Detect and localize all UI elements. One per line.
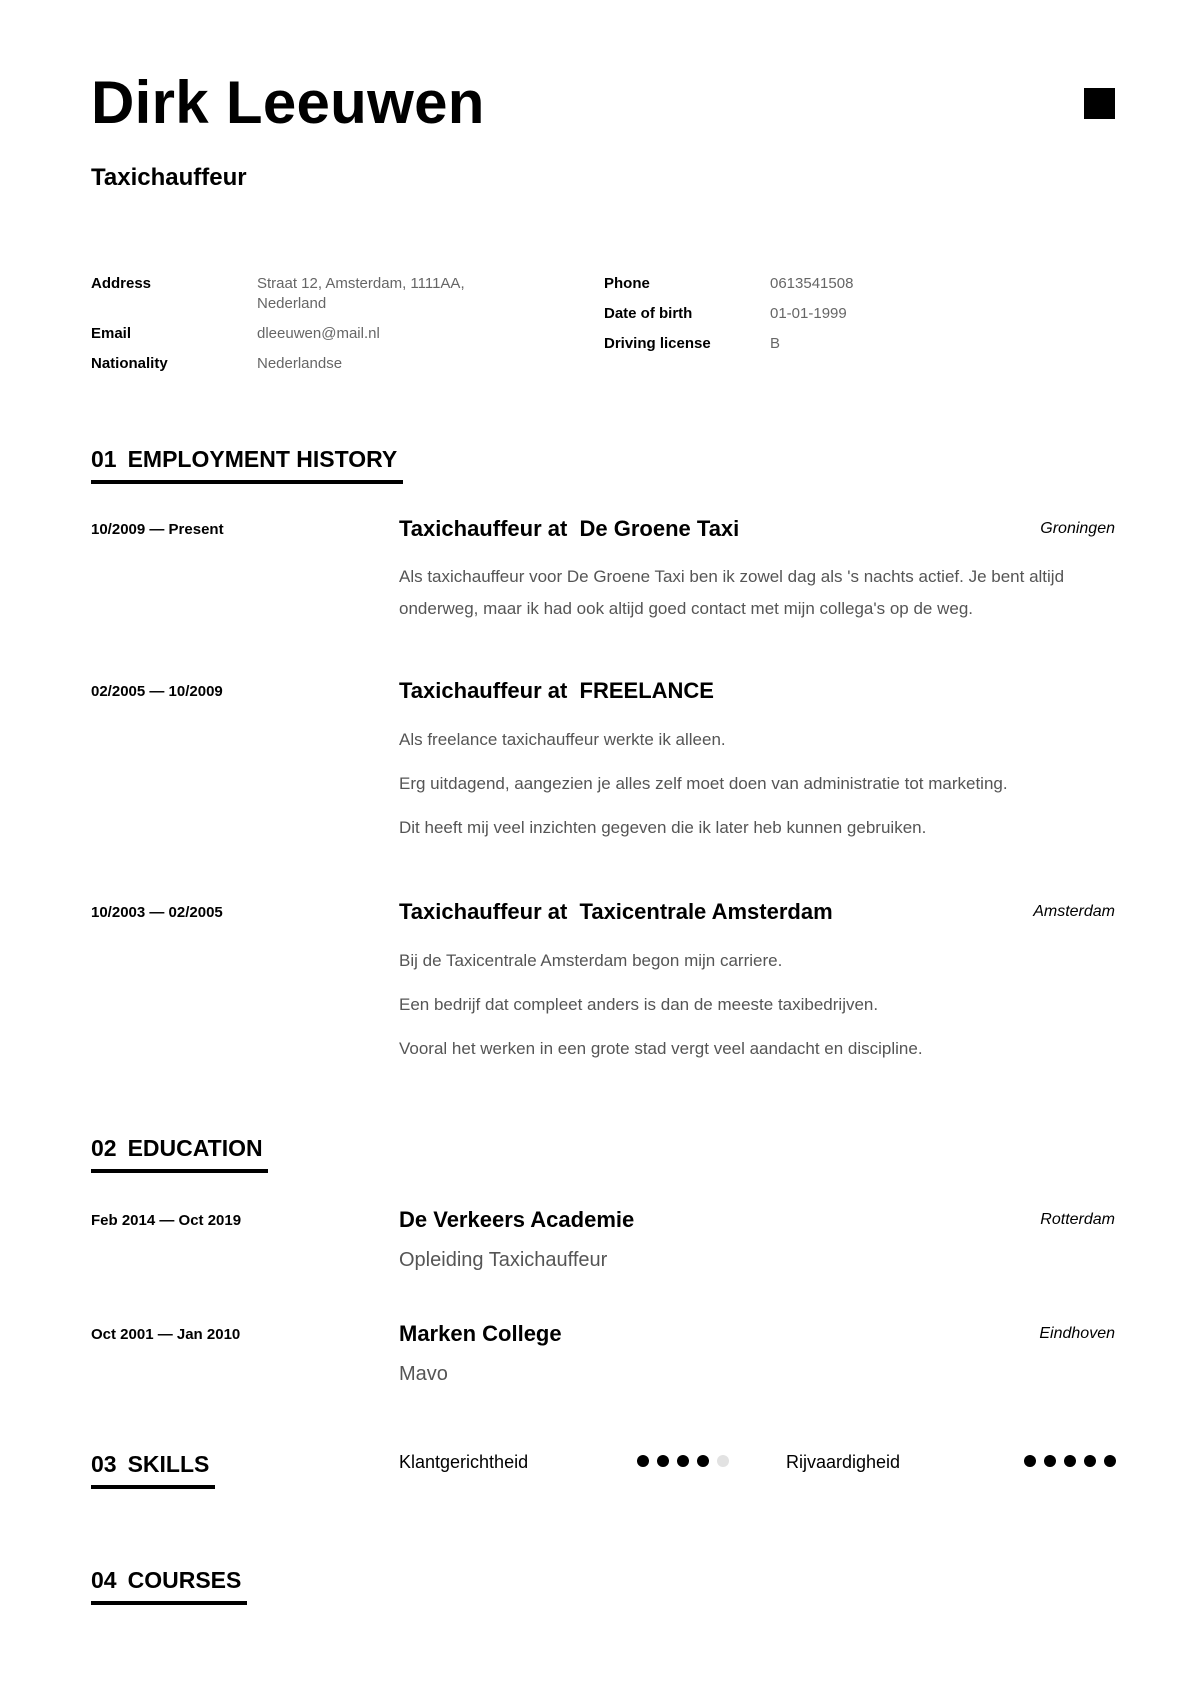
education-city: Eindhoven (1039, 1325, 1115, 1342)
courses-heading (91, 1565, 241, 1595)
employment-title: Taxichauffeur at FREELANCE (399, 678, 714, 703)
rating-dot-filled (1104, 1455, 1116, 1467)
education-dates: Feb 2014 — Oct 2019 (91, 1212, 242, 1229)
courses-number: 04 (91, 1567, 117, 1593)
description-line: Dit heeft mij veel inzichten gegeven die ik later heb kunnen gebruiken. (399, 818, 927, 837)
education-heading (91, 1133, 263, 1163)
nationality-label: Nationality (91, 355, 168, 372)
education-city: Rotterdam (1040, 1211, 1115, 1228)
employment-description (399, 561, 1099, 625)
employment-city: Amsterdam (1033, 903, 1115, 920)
education-degree: Opleiding Taxichauffeur (399, 1249, 608, 1271)
employment-number: 01 (91, 446, 117, 472)
courses-title: COURSES (127, 1567, 242, 1593)
rating-dot-filled (677, 1455, 689, 1467)
employment-title: Taxichauffeur at De Groene Taxi (399, 516, 740, 541)
rating-dot-empty (717, 1455, 729, 1467)
description-line: Erg uitdagend, aangezien je alles zelf moet doen van administratie tot marketing. (399, 774, 1008, 793)
email-label: Email (91, 325, 132, 342)
skills-title: SKILLS (127, 1451, 210, 1477)
employment-title: Taxichauffeur at Taxicentrale Amsterdam (399, 899, 833, 924)
job-title: Taxichauffeur (91, 164, 247, 191)
employment-description (399, 945, 1099, 1065)
description-line: Een bedrijf dat compleet anders is dan de meeste taxibedrijven. (399, 995, 879, 1014)
rating-dot-filled (657, 1455, 669, 1467)
employment-description (399, 724, 1099, 844)
education-degree: Mavo (399, 1363, 448, 1385)
address-value: Straat 12, Amsterdam, 1111AA, Nederland (257, 275, 465, 312)
employment-underline (91, 480, 403, 484)
skill-name: Rijvaardigheid (786, 1452, 901, 1472)
rating-dot-filled (697, 1455, 709, 1467)
education-school: De Verkeers Academie (399, 1207, 635, 1232)
skills-number: 03 (91, 1451, 117, 1477)
education-title: EDUCATION (127, 1135, 263, 1161)
candidate-name: Dirk Leeuwen (91, 69, 485, 136)
skills-underline (91, 1485, 215, 1489)
education-underline (91, 1169, 268, 1173)
description-line: Bij de Taxicentrale Amsterdam begon mijn carriere. (399, 951, 783, 970)
rating-dot-filled (1084, 1455, 1096, 1467)
decorative-square (1084, 88, 1115, 119)
education-dates: Oct 2001 — Jan 2010 (91, 1326, 241, 1343)
employment-dates: 10/2009 — Present (91, 521, 224, 538)
phone-value: 0613541508 (770, 275, 854, 292)
description-line: Als taxichauffeur voor De Groene Taxi ben ik zowel dag als 's nachts actief. Je bent altijd onderweg, maar ik had ook altijd goed contact met mijn collega's op de weg. (399, 567, 1065, 618)
employment-dates: 10/2003 — 02/2005 (91, 904, 223, 921)
rating-dot-filled (1064, 1455, 1076, 1467)
phone-label: Phone (604, 275, 650, 292)
employment-title: EMPLOYMENT HISTORY (127, 446, 398, 472)
skill-name: Klantgerichtheid (399, 1452, 529, 1472)
rating-dot-filled (1044, 1455, 1056, 1467)
description-line: Als freelance taxichauffeur werkte ik alleen. (399, 730, 726, 749)
rating-dot-filled (637, 1455, 649, 1467)
skill-rating (637, 1455, 737, 1469)
courses-underline (91, 1601, 247, 1605)
license-value: B (770, 335, 781, 352)
dob-value: 01-01-1999 (770, 305, 847, 322)
email-value: dleeuwen@mail.nl (257, 325, 380, 342)
education-school: Marken College (399, 1321, 562, 1346)
rating-dot-filled (1024, 1455, 1036, 1467)
skills-heading (91, 1449, 209, 1479)
skill-rating (1024, 1455, 1124, 1469)
dob-label: Date of birth (604, 305, 693, 322)
employment-dates: 02/2005 — 10/2009 (91, 683, 223, 700)
address-label: Address (91, 275, 152, 292)
nationality-value: Nederlandse (257, 355, 343, 372)
license-label: Driving license (604, 335, 711, 352)
employment-heading (91, 444, 397, 474)
education-number: 02 (91, 1135, 117, 1161)
employment-city: Groningen (1040, 520, 1115, 537)
description-line: Vooral het werken in een grote stad vergt veel aandacht en discipline. (399, 1039, 923, 1058)
